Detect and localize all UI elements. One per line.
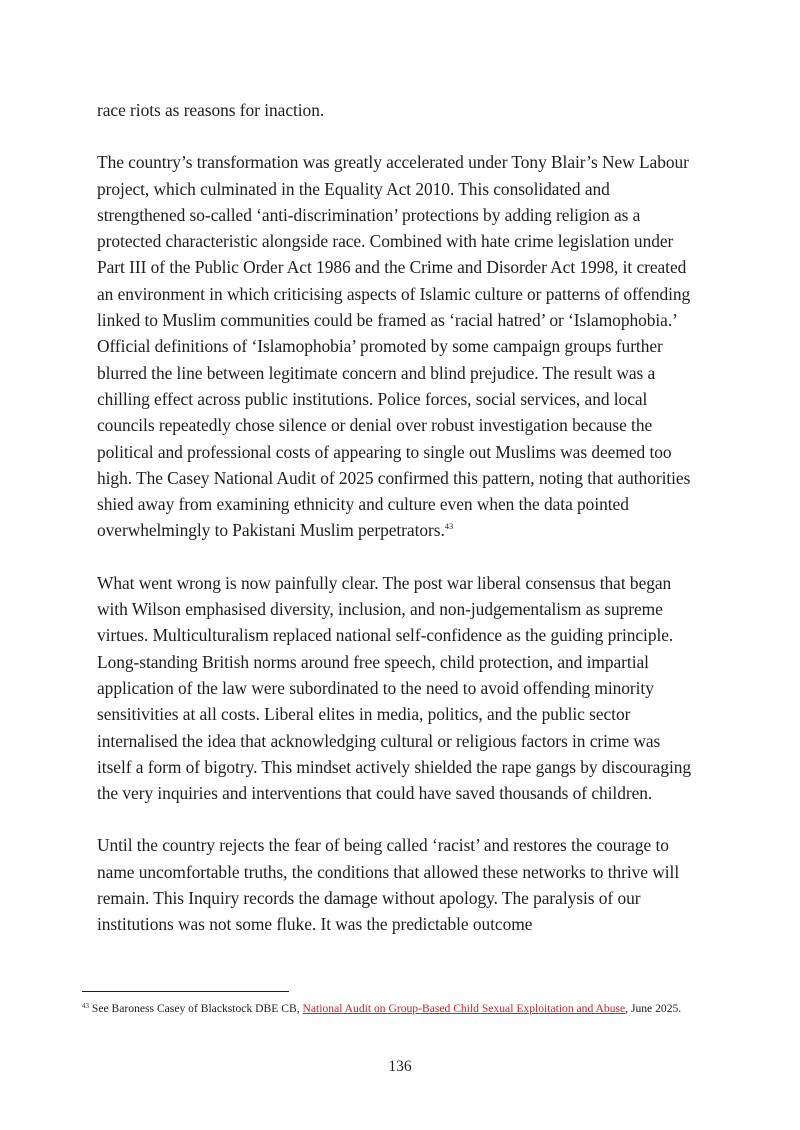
body-text xyxy=(97,97,695,964)
paragraph-2 xyxy=(97,149,695,543)
footnote xyxy=(82,1000,682,1017)
paragraph-4 xyxy=(97,832,695,937)
footnote-divider xyxy=(82,991,289,992)
footnote-prefix: See Baroness Casey of Blackstock DBE CB, xyxy=(89,1002,303,1015)
page-number: 136 xyxy=(388,1058,412,1075)
paragraph-2-text: The country’s transformation was greatly accelerated under Tony Blair’s New Labour project, which culminated in the Equality Act 2010. This consolidated and strengthened so-called ‘anti-discrimination’ protections by adding religion as a protected characteristic alongside race. Combined with hate crime legislation under Part III of the Public Order Act 1986 and the Crime and Disorder Act 1998, it created an environment in which criticising aspects of Islamic culture or patterns of offending linked to Muslim communities could be framed as ‘racial hatred’ or ‘Islamophobia.’ Official definitions of ‘Islamophobia’ promoted by some campaign groups further blurred the line between legitimate concern and blind prejudice. The result was a chilling effect across public institutions. Police forces, social services, and local councils repeatedly chose silence or denial over robust investigation because the political and professional costs of appearing to single out Muslims was deemed too high. The Casey National Audit of 2025 confirmed this pattern, noting that authorities shied away from examining ethnicity and culture even when the data pointed overwhelmingly to Pakistani Muslim perpetrators. xyxy=(97,152,691,541)
paragraph-3-text: What went wrong is now painfully clear. The post war liberal consensus that began with Wilson emphasised diversity, inclusion, and non-judgementalism as supreme virtues. Multiculturalism replaced national self-confidence as the guiding principle. Long-standing British norms around free speech, child protection, and impartial application of the law were subordinated to the need to avoid offending minority sensitivities at all costs. Liberal elites in media, politics, and the public sector internalised the idea that acknowledging cultural or religious factors in crime was itself a form of bigotry. This mindset actively shielded the rape gangs by discouraging the very inquiries and interventions that could have saved thousands of children. xyxy=(97,572,692,804)
footnote-number: 43 xyxy=(82,1002,89,1010)
footnote-suffix: , June 2025. xyxy=(625,1002,682,1015)
paragraph-1-text: race riots as reasons for inaction. xyxy=(97,100,325,120)
paragraph-4-text: Until the country rejects the fear of being called ‘racist’ and restores the courage to name uncomfortable truths, the conditions that allowed these networks to thrive will remain. This Inquiry records the damage without apology. The paralysis of our institutions was not some fluke. It was the predictable outcome xyxy=(97,835,680,935)
footnote-source-link[interactable]: National Audit on Group-Based Child Sexual Exploitation and Abuse xyxy=(302,1002,626,1015)
paragraph-1 xyxy=(97,97,695,123)
paragraph-3 xyxy=(97,570,695,807)
footnote-reference[interactable]: 43 xyxy=(444,521,454,532)
